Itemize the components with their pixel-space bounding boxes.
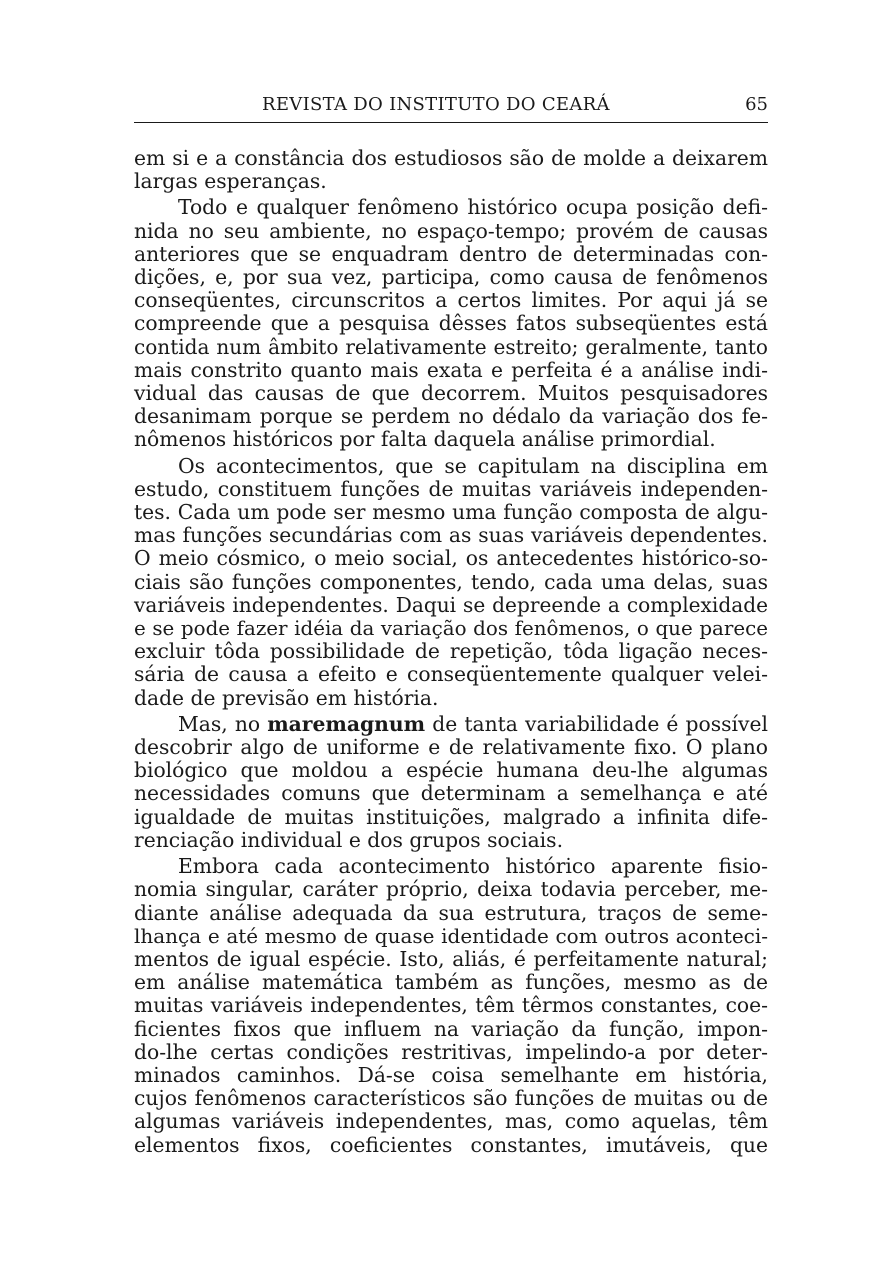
paragraph-4: [134, 713, 768, 852]
text-line: dições, e, por sua vez, participa, como causa de fenômenos: [134, 265, 768, 290]
paragraph-5: [134, 855, 768, 1157]
text-line: variáveis independentes. Daqui se depreende a complexidade: [134, 592, 768, 617]
text-line: compreende que a pesquisa dêsses fatos subseqüentes está: [134, 311, 768, 336]
text-line: mas funções secundárias com as suas variáveis dependentes.: [134, 523, 768, 548]
text-line: dade de previsão em história.: [134, 685, 439, 710]
text-line: do-lhe certas condições restritivas, impelindo-a por deter-: [134, 1039, 768, 1064]
text-line: nômenos históricos por falta daquela análise primordial.: [134, 427, 716, 452]
text-line: nomia singular, caráter próprio, deixa todavia perceber, me-: [134, 877, 768, 902]
text-line: vidual das causas de que decorrem. Muitos pesquisadores: [134, 381, 768, 406]
text-line: diante análise adequada da sua estrutura, traços de seme-: [134, 900, 768, 925]
text-line: Todo e qualquer fenômeno histórico ocupa posição defi-: [178, 195, 768, 220]
text-line: em análise matemática também as funções, mesmo as de: [134, 970, 768, 995]
text-line: tes. Cada um pode ser mesmo uma função composta de algu-: [134, 500, 768, 525]
text-line: necessidades comuns que determinam a semelhança e até: [134, 781, 768, 806]
text-line: largas esperanças.: [134, 169, 327, 194]
text-line: em si e a constância dos estudiosos são de molde a deixarem: [134, 146, 768, 170]
paragraph-2: [134, 196, 768, 451]
text-line: mais constrito quanto mais exata e perfeita é a análise indi-: [134, 357, 768, 382]
text-line: minados caminhos. Dá-se coisa semelhante em história,: [134, 1062, 768, 1087]
text-line: nida no seu ambiente, no espaço-tempo; provém de causas: [134, 218, 768, 243]
text-line: excluir tôda possibilidade de repetição, tôda ligação neces-: [134, 639, 768, 664]
text-line: Embora cada acontecimento histórico aparente fisio-: [178, 854, 768, 879]
emphasized-term: maremagnum: [267, 711, 426, 736]
page-number: 65: [745, 94, 768, 115]
text-line: elementos fixos, coeficientes constantes, imutáveis, que: [134, 1132, 768, 1157]
text-line: igualdade de muitas instituições, malgrado a infinita dife-: [134, 804, 768, 829]
book-page: [134, 92, 768, 1157]
journal-title: REVISTA DO INSTITUTO DO CEARÁ: [262, 94, 610, 115]
text-line: O meio cósmico, o meio social, os antecedentes histórico-so-: [134, 546, 768, 571]
paragraph-3: [134, 455, 768, 710]
text-line: ciais são funções componentes, tendo, cada uma delas, suas: [134, 569, 768, 594]
text-line: renciação individual e dos grupos sociais.: [134, 827, 564, 852]
text-line: biológico que moldou a espécie humana deu-lhe algumas: [134, 758, 768, 783]
text-line: estudo, constituem funções de muitas variáveis independen-: [134, 476, 768, 501]
text-line: anteriores que se enquadram dentro de determinadas con-: [134, 241, 768, 266]
text-line: descobrir algo de uniforme e de relativamente fixo. O plano: [134, 735, 768, 760]
text-line: mentos de igual espécie. Isto, aliás, é perfeitamente natural;: [134, 946, 768, 971]
text-line: Os acontecimentos, que se capitulam na disciplina em: [178, 453, 768, 478]
paragraph-1: [134, 147, 768, 193]
text-line: algumas variáveis independentes, mas, como aquelas, têm: [134, 1109, 768, 1134]
text-line: lhança e até mesmo de quase identidade com outros aconteci-: [134, 923, 768, 948]
text-fragment: Mas, no: [178, 711, 268, 736]
text-line: desanimam porque se perdem no dédalo da variação dos fe-: [134, 404, 768, 429]
body-text: [134, 147, 768, 1157]
text-fragment: de tanta variabilidade é possível: [425, 711, 768, 736]
text-line: [134, 713, 768, 736]
text-line: ficientes fixos que influem na variação da função, impon-: [134, 1016, 768, 1041]
text-line: muitas variáveis independentes, têm têrmos constantes, coe-: [134, 993, 768, 1018]
text-line: sária de causa a efeito e conseqüentemente qualquer velei-: [134, 662, 768, 687]
text-line: cujos fenômenos característicos são funções de muitas ou de: [134, 1086, 768, 1111]
text-line: contida num âmbito relativamente estreito; geralmente, tanto: [134, 334, 768, 359]
text-line: conseqüentes, circunscritos a certos limites. Por aqui já se: [134, 288, 768, 313]
text-line: e se pode fazer idéia da variação dos fenômenos, o que parece: [134, 617, 768, 641]
running-header: [134, 92, 768, 123]
